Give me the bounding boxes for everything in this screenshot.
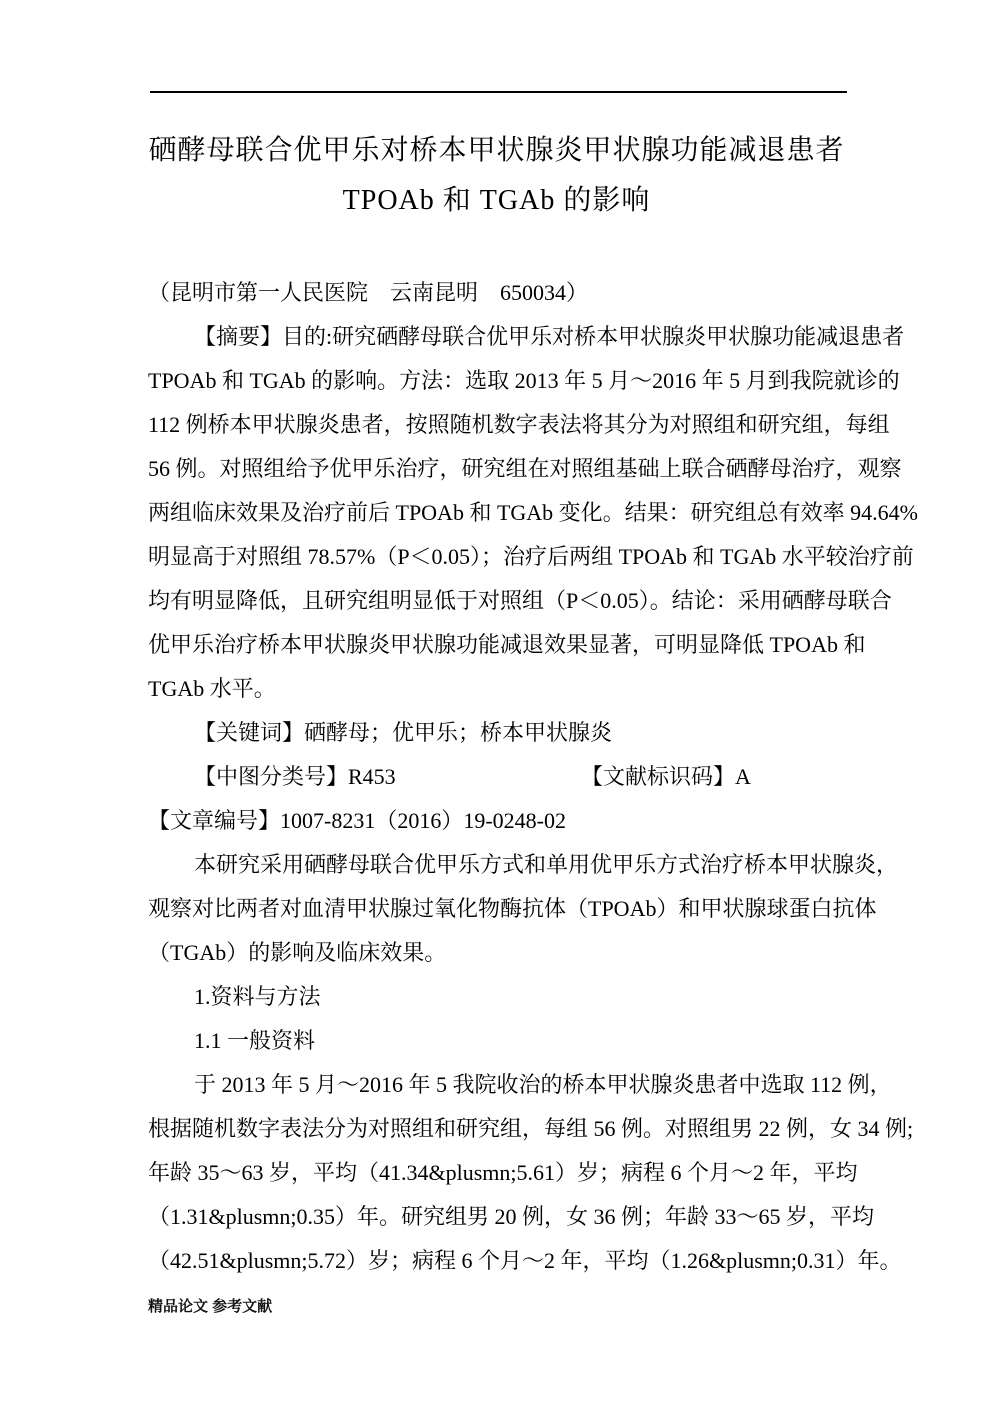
affiliation-line: （昆明市第一人民医院 云南昆明 650034）	[148, 280, 589, 305]
paragraph-line: 于 2013 年 5 月～2016 年 5 我院收治的桥本甲状腺炎患者中选取 112 例，	[194, 1072, 892, 1097]
abstract-line: TPOAb 和 TGAb 的影响。方法：选取 2013 年 5 月～2016 年 5 月到我院就诊的	[148, 368, 900, 393]
paragraph-line: （42.51&plusmn;5.72）岁；病程 6 个月～2 年，平均（1.26&plusmn;0.31）年。	[148, 1248, 902, 1273]
abstract-line: 优甲乐治疗桥本甲状腺炎甲状腺功能减退效果显著，可明显降低 TPOAb 和	[148, 632, 866, 657]
document-title-line-1: 硒酵母联合优甲乐对桥本甲状腺炎甲状腺功能减退患者	[148, 135, 845, 166]
paragraph-line: 本研究采用硒酵母联合优甲乐方式和单用优甲乐方式治疗桥本甲状腺炎，	[194, 852, 899, 877]
abstract-line: 明显高于对照组 78.57%（P＜0.05）；治疗后两组 TPOAb 和 TGAb 水平较治疗前	[148, 544, 914, 569]
document-code: 【文献标识码】A	[581, 764, 751, 789]
paragraph-line: 年龄 35～63 岁，平均（41.34&plusmn;5.61）岁；病程 6 个月～2 年，平均	[148, 1160, 858, 1185]
abstract-line: 56 例。对照组给予优甲乐治疗，研究组在对照组基础上联合硒酵母治疗，观察	[148, 456, 902, 481]
abstract-line: 均有明显降低，且研究组明显低于对照组（P＜0.05）。结论：采用硒酵母联合	[148, 588, 892, 613]
document-title-line-2: TPOAb 和 TGAb 的影响	[342, 185, 651, 216]
abstract-line: 两组临床效果及治疗前后 TPOAb 和 TGAb 变化。结果：研究组总有效率 94.64%	[148, 500, 918, 525]
abstract-line: 【摘要】目的:研究硒酵母联合优甲乐对桥本甲状腺炎甲状腺功能减退患者	[194, 324, 905, 349]
clc-line	[148, 755, 850, 799]
paragraph-line: （1.31&plusmn;0.35）年。研究组男 20 例，女 36 例；年龄 33～65 岁，平均	[148, 1204, 875, 1229]
article-number-line: 【文章编号】1007-8231（2016）19-0248-02	[148, 808, 566, 833]
abstract-line: 112 例桥本甲状腺炎患者，按照随机数字表法将其分为对照组和研究组，每组	[148, 412, 890, 437]
document-title	[0, 126, 993, 226]
keywords-line: 【关键词】硒酵母；优甲乐；桥本甲状腺炎	[194, 720, 613, 745]
section-heading: 1.资料与方法	[194, 984, 321, 1009]
subsection-heading: 1.1 一般资料	[194, 1028, 316, 1053]
abstract-line: TGAb 水平。	[148, 676, 276, 701]
paragraph-line: 观察对比两者对血清甲状腺过氧化物酶抗体（TPOAb）和甲状腺球蛋白抗体	[148, 896, 877, 921]
paragraph-line: （TGAb）的影响及临床效果。	[148, 940, 447, 965]
clc-number: 【中图分类号】R453	[194, 764, 396, 789]
title-divider-rule	[150, 91, 847, 93]
document-body	[148, 271, 918, 1283]
footer-watermark: 精品论文 参考文献	[148, 1298, 273, 1315]
paragraph-line: 根据随机数字表法分为对照组和研究组，每组 56 例。对照组男 22 例，女 34 例;	[148, 1116, 914, 1141]
